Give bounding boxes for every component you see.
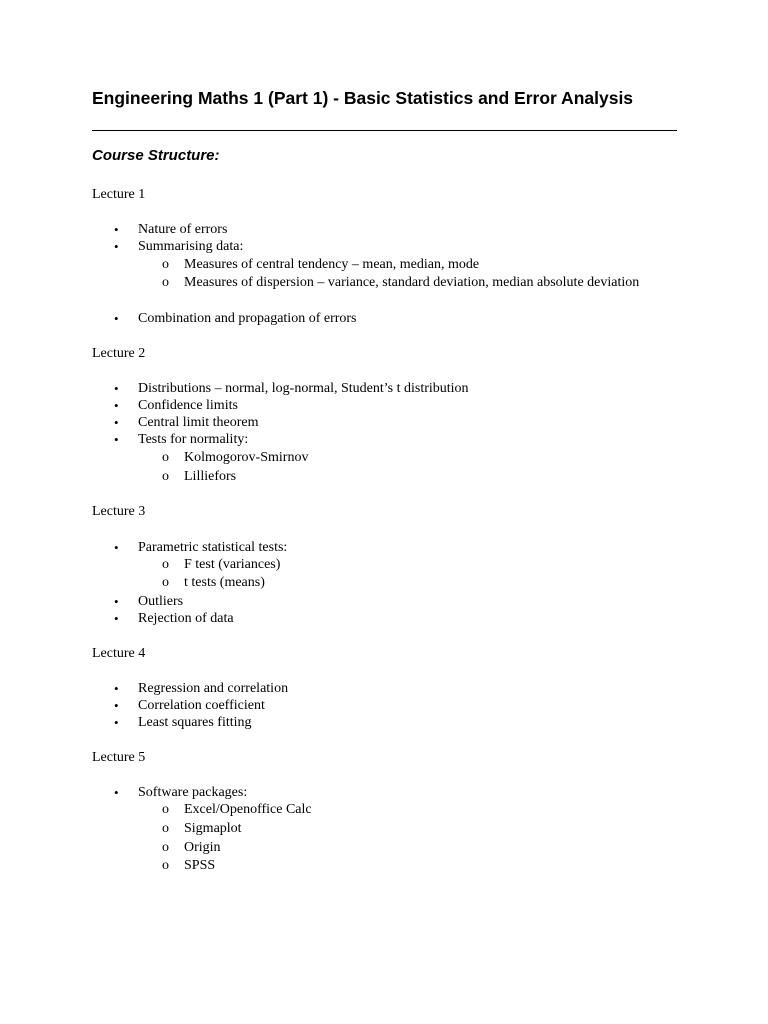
list-item	[114, 593, 184, 611]
list-item-text: Distributions – normal, log-normal, Student’s t distribution	[138, 381, 469, 396]
sub-list-item	[162, 857, 644, 875]
bullet-marker: •	[114, 311, 119, 326]
lecture-heading: Lecture 1	[92, 187, 146, 202]
lecture-heading: Lecture 5	[92, 750, 146, 765]
sub-bullet-marker: o	[162, 802, 169, 817]
bullet-marker: •	[114, 540, 119, 555]
sub-list-item-text: t tests (means)	[184, 575, 265, 590]
list-item	[114, 380, 469, 398]
sub-list-item-text: Origin	[184, 840, 221, 855]
sub-list-item-text: F test (variances)	[184, 557, 281, 572]
bullet-marker: •	[114, 415, 119, 430]
list-item-text: Confidence limits	[138, 398, 238, 413]
lecture-heading: Lecture 2	[92, 346, 146, 361]
sub-bullet-marker: o	[162, 275, 169, 290]
list-item	[114, 784, 248, 802]
list-item	[114, 414, 259, 432]
list-item-text: Regression and correlation	[138, 681, 289, 696]
list-item-text: Central limit theorem	[138, 415, 259, 430]
sub-list-item-text: Lilliefors	[184, 469, 237, 484]
list-item	[114, 680, 289, 698]
sub-list-item	[162, 801, 644, 819]
list-item-text: Software packages:	[138, 785, 248, 800]
sub-list-item	[162, 449, 644, 467]
list-item-text: Nature of errors	[138, 222, 228, 237]
sub-bullet-marker: o	[162, 557, 169, 572]
bullet-marker: •	[114, 698, 119, 713]
sub-list-item-text: Excel/Openoffice Calc	[184, 802, 312, 817]
sub-bullet-marker: o	[162, 257, 169, 272]
sub-list-item	[162, 574, 644, 592]
sub-bullet-marker: o	[162, 821, 169, 836]
sub-bullet-marker: o	[162, 450, 169, 465]
bullet-marker: •	[114, 222, 119, 237]
list-item	[114, 539, 288, 557]
list-item-text: Summarising data:	[138, 239, 244, 254]
sub-list-item	[162, 556, 644, 574]
list-item	[114, 221, 228, 239]
sub-list-item	[162, 820, 644, 838]
list-item-text: Correlation coefficient	[138, 698, 265, 713]
list-item-text: Tests for normality:	[138, 432, 249, 447]
sub-list-item	[162, 468, 644, 486]
sub-bullet-marker: o	[162, 840, 169, 855]
list-item	[114, 610, 234, 628]
list-item-text: Outliers	[138, 594, 184, 609]
list-item	[114, 238, 244, 256]
list-item-text: Rejection of data	[138, 611, 234, 626]
list-item	[114, 431, 249, 449]
list-item-text: Combination and propagation of errors	[138, 311, 357, 326]
sub-list-item-text: Kolmogorov-Smirnov	[184, 450, 309, 465]
sub-list-item	[162, 839, 644, 857]
sub-list-item-text: Measures of dispersion – variance, standard deviation, median absolute deviation	[184, 275, 640, 290]
sub-bullet-marker: o	[162, 858, 169, 873]
bullet-marker: •	[114, 398, 119, 413]
sub-list-item	[162, 274, 644, 292]
list-item	[114, 714, 252, 732]
sub-list-item-text: SPSS	[184, 858, 216, 873]
bullet-marker: •	[114, 239, 119, 254]
list-item	[114, 697, 265, 715]
lecture-heading: Lecture 4	[92, 646, 146, 661]
list-item	[114, 310, 357, 328]
list-item-text: Parametric statistical tests:	[138, 540, 288, 555]
bullet-marker: •	[114, 611, 119, 626]
bullet-marker: •	[114, 715, 119, 730]
list-item-text: Least squares fitting	[138, 715, 252, 730]
document-title: Engineering Maths 1 (Part 1) - Basic Statistics and Error Analysis	[92, 88, 634, 108]
bullet-marker: •	[114, 785, 119, 800]
bullet-marker: •	[114, 381, 119, 396]
lecture-heading: Lecture 3	[92, 504, 146, 519]
bullet-marker: •	[114, 681, 119, 696]
bullet-marker: •	[114, 432, 119, 447]
sub-bullet-marker: o	[162, 469, 169, 484]
horizontal-rule	[92, 130, 677, 131]
sub-list-item	[162, 256, 644, 274]
list-item	[114, 397, 238, 415]
sub-list-item-text: Measures of central tendency – mean, median, mode	[184, 257, 480, 272]
sub-list-item-text: Sigmaplot	[184, 821, 242, 836]
section-heading: Course Structure:	[92, 147, 220, 164]
sub-bullet-marker: o	[162, 575, 169, 590]
bullet-marker: •	[114, 594, 119, 609]
